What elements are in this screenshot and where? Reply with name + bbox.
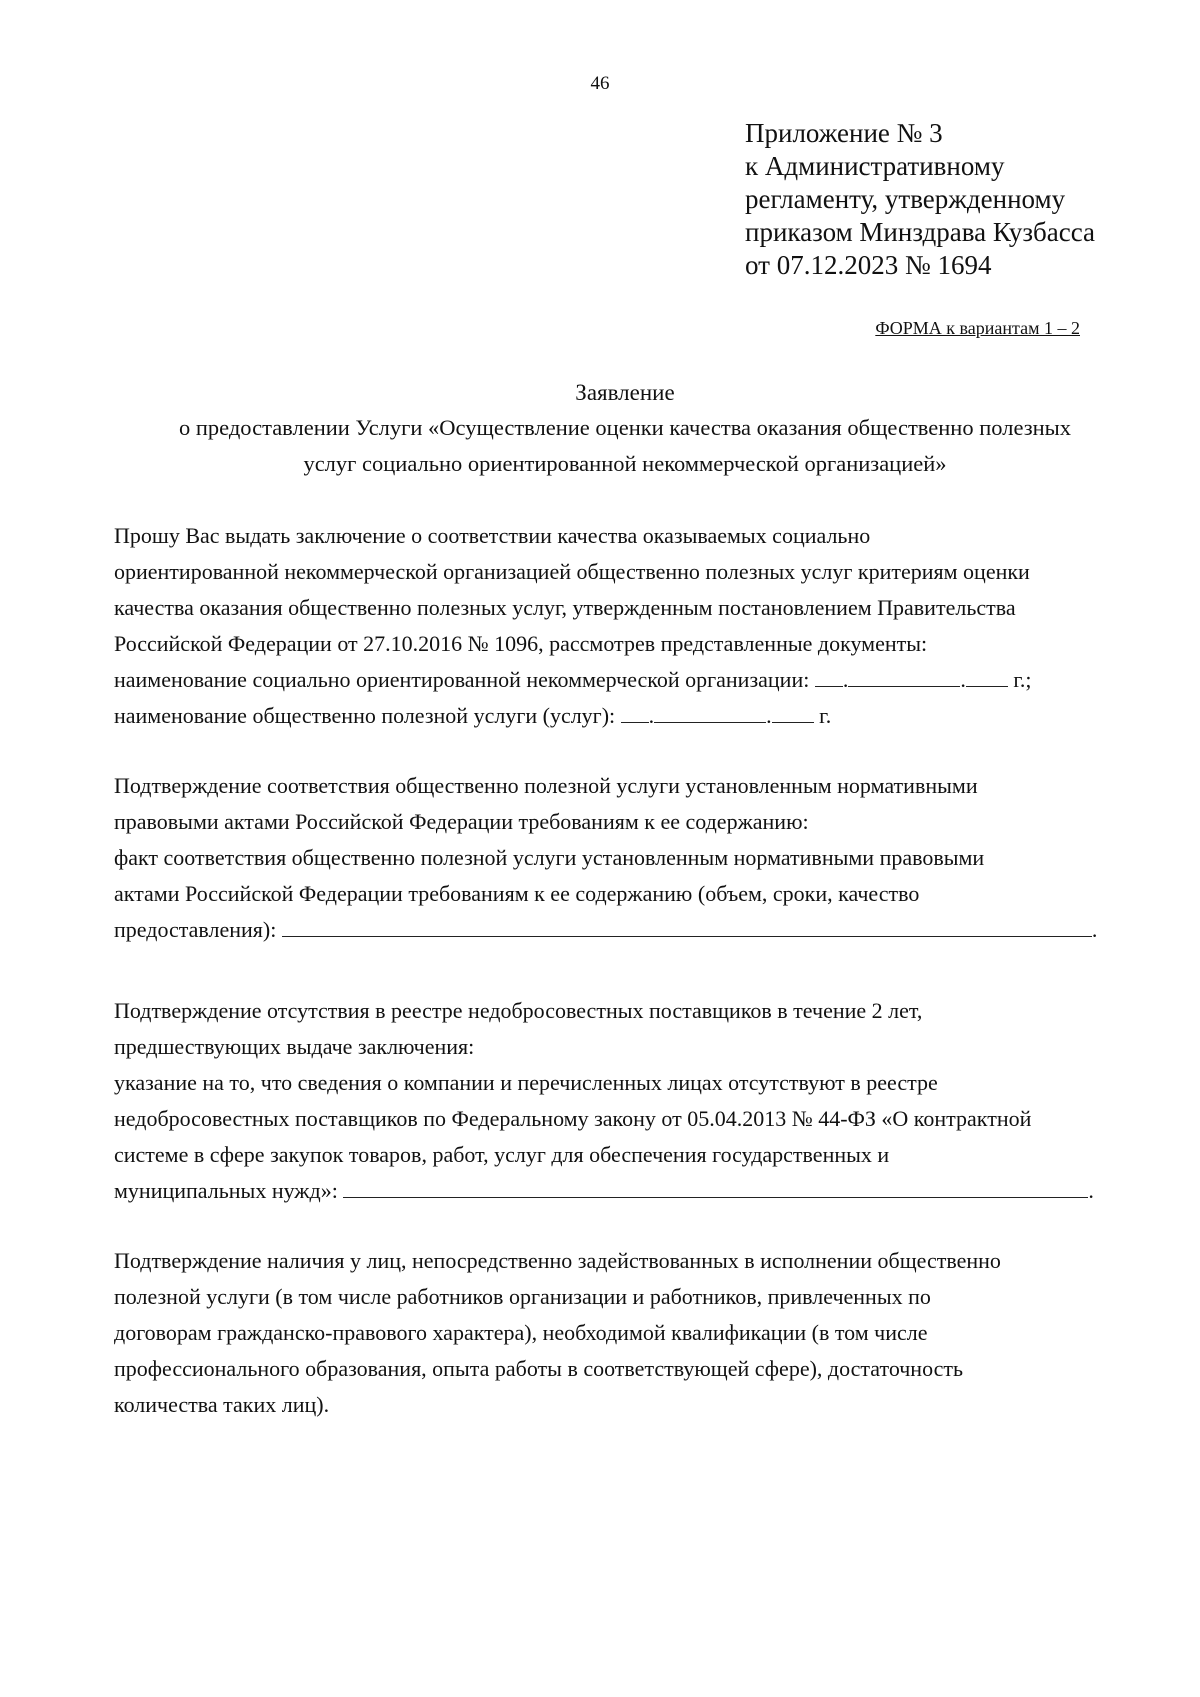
organization-name-label: наименование социально ориентированной некоммерческой организации: (114, 667, 810, 692)
month-blank[interactable] (848, 664, 960, 687)
appendix-line: регламенту, утвержденному (745, 184, 1066, 214)
municipal-needs-blank[interactable] (343, 1175, 1088, 1198)
paragraph-line: качества оказания общественно полезных услуг, утвержденным постановлением Правительства (114, 595, 1016, 620)
paragraph-line: актами Российской Федерации требованиям к ее содержанию (объем, сроки, качество (114, 881, 920, 906)
day-blank[interactable] (815, 664, 843, 687)
organization-date-field[interactable]: . . (815, 667, 1014, 692)
municipal-needs-line (114, 1173, 1134, 1209)
form-label: ФОРМА к вариантам 1 – 2 (875, 318, 1080, 338)
appendix-header (745, 117, 1095, 282)
paragraph-line: договорам гражданско-правового характера), необходимой квалификации (в том числе (114, 1320, 928, 1345)
appendix-line: к Административному (745, 151, 1005, 181)
document-subtitle (130, 410, 1120, 482)
section-registry (114, 993, 1134, 1209)
paragraph-line: полезной услуги (в том числе работников организации и работников, привлеченных по (114, 1284, 931, 1309)
municipal-needs-label: муниципальных нужд»: (114, 1178, 338, 1203)
section-qualification (114, 1243, 1134, 1423)
paragraph-line: предшествующих выдаче заключения: (114, 1034, 475, 1059)
line-end: . (1088, 1178, 1094, 1203)
paragraph-line: недобросовестных поставщиков по Федеральному закону от 05.04.2013 № 44-ФЗ «О контрактной (114, 1106, 1032, 1131)
paragraph-line: правовыми актами Российской Федерации требованиям к ее содержанию: (114, 809, 809, 834)
appendix-line: от 07.12.2023 № 1694 (745, 250, 992, 280)
line-end: . (1091, 917, 1098, 942)
year-blank[interactable] (966, 664, 1008, 687)
paragraph-line: факт соответствия общественно полезной услуги установленным нормативными правовыми (114, 845, 985, 870)
provision-line (114, 912, 1134, 948)
paragraph-line: Подтверждение наличия у лиц, непосредственно задействованных в исполнении общественно (114, 1248, 1001, 1273)
appendix-line: Приложение № 3 (745, 118, 943, 148)
subtitle-line: услуг социально ориентированной некоммерческой организацией» (303, 451, 947, 476)
paragraph-line: Подтверждение соответствия общественно полезной услуги установленным нормативными (114, 773, 978, 798)
paragraph-line: указание на то, что сведения о компании и перечисленных лицах отсутствуют в реестре (114, 1070, 938, 1095)
paragraph-line: Российской Федерации от 27.10.2016 № 1096, рассмотрев представленные документы: (114, 631, 928, 656)
section-request (114, 518, 1134, 734)
service-name-label: наименование общественно полезной услуги (услуг): (114, 703, 616, 728)
paragraph-line: Прошу Вас выдать заключение о соответствии качества оказываемых социально (114, 523, 871, 548)
page-number: 46 (590, 73, 610, 94)
paragraph-line: ориентированной некоммерческой организацией общественно полезных услуг критериям оценки (114, 559, 1030, 584)
appendix-line: приказом Минздрава Кузбасса (745, 217, 1095, 247)
service-date-field[interactable]: . . (621, 703, 820, 728)
subtitle-line: о предоставлении Услуги «Осуществление оценки качества оказания общественно полезных (178, 415, 1071, 440)
month-blank[interactable] (654, 700, 766, 723)
year-suffix: г. (819, 703, 832, 728)
year-blank[interactable] (772, 700, 814, 723)
paragraph-line: количества таких лиц). (114, 1392, 330, 1417)
document-title: Заявление (575, 380, 675, 405)
organization-name-line (114, 662, 1134, 698)
paragraph-line: профессионального образования, опыта работы в соответствующей сфере), достаточность (114, 1356, 964, 1381)
section-compliance (114, 768, 1134, 948)
service-name-line (114, 698, 1134, 734)
day-blank[interactable] (621, 700, 649, 723)
provision-label: предоставления): (114, 917, 277, 942)
paragraph-line: Подтверждение отсутствия в реестре недобросовестных поставщиков в течение 2 лет, (114, 998, 923, 1023)
provision-blank[interactable] (282, 914, 1092, 937)
year-suffix: г.; (1013, 667, 1032, 692)
paragraph-line: системе в сфере закупок товаров, работ, услуг для обеспечения государственных и (114, 1142, 890, 1167)
